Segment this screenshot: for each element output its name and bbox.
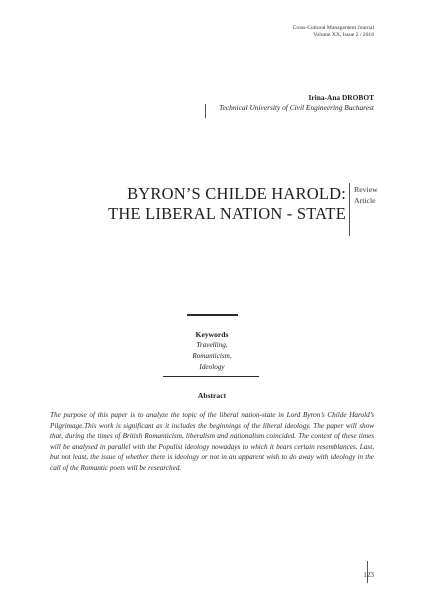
keywords-top-rule bbox=[187, 314, 238, 316]
journal-header bbox=[293, 25, 374, 39]
keyword-item: Romanticism, bbox=[192, 352, 232, 360]
article-type-line-1: Review bbox=[354, 185, 378, 194]
journal-name: Cross-Cultural Management Journal bbox=[292, 25, 374, 31]
abstract-heading: Abstract bbox=[197, 391, 227, 400]
keywords-section bbox=[112, 329, 312, 373]
author-divider bbox=[205, 104, 206, 118]
author-affiliation: Technical University of Civil Engineering Bucharest bbox=[219, 103, 374, 112]
paper-title bbox=[108, 184, 346, 224]
keyword-item: Ideology bbox=[199, 363, 225, 371]
article-type-line-2: Article bbox=[354, 196, 376, 205]
page-number: 123 bbox=[363, 571, 374, 579]
author-block bbox=[219, 93, 374, 113]
abstract-text: The purpose of this paper is to analyze the topic of the liberal nation-state in Lord Byron’s Childe Harold’s Pilgrimage.This work is significant as it includes the beginnings of the liberal ideology. The paper will show that, during the times of British Romanticism, liberalism and nationalism coincided. The context of these times will be analysed in parallel with the Populist ideology nowadays to which it bears certain resemblances. Last, but not least, the issue of whether there is ideology or not in an apparent wish to do away with ideology in the call of the Romantic poets will be researched. bbox=[50, 411, 374, 472]
keyword-item: Travelling, bbox=[196, 341, 228, 349]
journal-volume: Volume XX, Issue 2 / 2018 bbox=[313, 32, 374, 38]
article-type bbox=[354, 184, 378, 206]
title-divider bbox=[349, 183, 350, 236]
title-line-2: THE LIBERAL NATION - STATE bbox=[108, 204, 346, 223]
title-line-1: BYRON’S CHILDE HAROLD: bbox=[127, 184, 346, 203]
keywords-heading: Keywords bbox=[195, 330, 229, 339]
author-name: Irina-Ana DROBOT bbox=[308, 93, 374, 102]
keywords-bottom-rule bbox=[163, 376, 259, 377]
